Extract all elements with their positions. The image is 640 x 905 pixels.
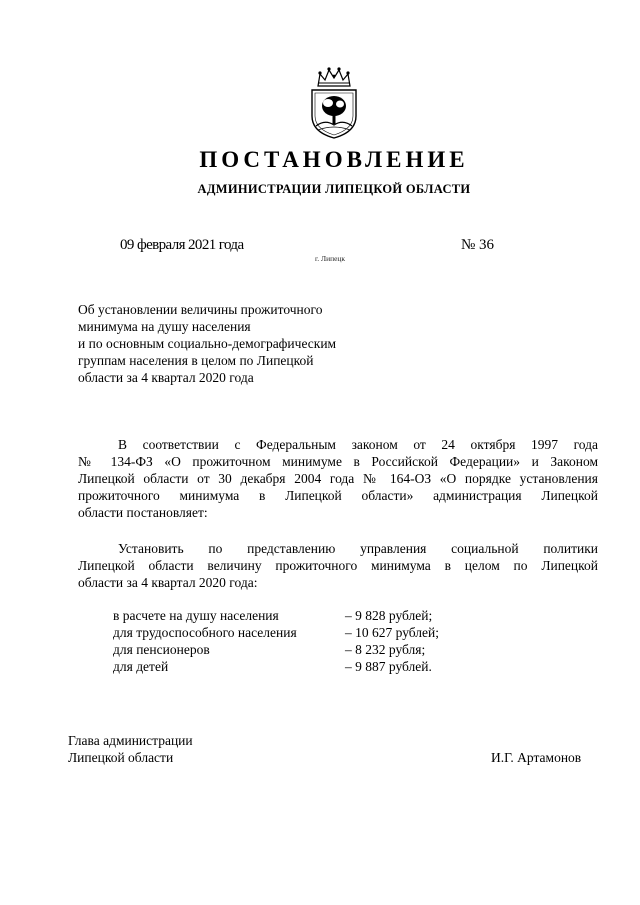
list-item: [113, 624, 439, 641]
subject-line: минимума на душу населения: [78, 319, 251, 334]
position-line: Глава администрации: [68, 733, 193, 748]
position-line: Липецкой области: [68, 750, 174, 765]
paragraph-line: № 134-ФЗ «О прожиточном минимуме в Российской Федерации» и Законом: [78, 454, 598, 469]
amount-value: – 8 232 рубля;: [345, 642, 426, 657]
subject-line: и по основным социально-демографическим: [78, 336, 337, 351]
amount-label: для трудоспособного населения: [113, 625, 297, 640]
paragraph-line: области за 4 квартал 2020 года:: [78, 575, 258, 590]
lipetsk-oblast-coat-of-arms-icon: [306, 66, 362, 140]
amount-value: – 9 887 рублей.: [345, 659, 432, 674]
list-item: [113, 658, 439, 675]
document-city: г. Липецк: [315, 254, 346, 263]
paragraph-line: прожиточного минимума в Липецкой области» администрация Липецкой: [78, 488, 598, 503]
document-number: № 36: [461, 237, 495, 253]
document-date: 09 февраля 2021 года: [120, 237, 244, 253]
subject-line: Об установлении величины прожиточного: [78, 302, 323, 317]
paragraph-line: Установить по представлению управления социальной политики: [118, 541, 598, 556]
document-subject: [78, 301, 408, 386]
amount-label: в расчете на душу населения: [113, 608, 279, 623]
document-subtitle: АДМИНИСТРАЦИИ ЛИПЕЦКОЙ ОБЛАСТИ: [197, 182, 471, 196]
amount-value: – 9 828 рублей;: [345, 608, 433, 623]
signatory-position: [68, 732, 193, 766]
paragraph-line: Липецкой области величину прожиточного минимума в целом по Липецкой: [78, 558, 598, 573]
document-title: ПОСТАНОВЛЕНИЕ: [199, 147, 469, 172]
amount-label: для пенсионеров: [113, 642, 210, 657]
resolution-paragraph: [78, 540, 598, 591]
list-item: [113, 607, 439, 624]
signatory-name: И.Г. Артамонов: [491, 750, 582, 765]
subsistence-amounts-list: [113, 607, 439, 675]
list-item: [113, 641, 439, 658]
paragraph-line: В соответствии с Федеральным законом от 24 октября 1997 года: [118, 437, 598, 452]
subject-line: группам населения в целом по Липецкой: [78, 353, 314, 368]
amount-label: для детей: [113, 659, 169, 674]
subject-line: области за 4 квартал 2020 года: [78, 370, 254, 385]
amount-value: – 10 627 рублей;: [345, 625, 440, 640]
paragraph-line: области постановляет:: [78, 505, 208, 520]
paragraph-line: Липецкой области от 30 декабря 2004 года № 164-ОЗ «О порядке установления: [78, 471, 598, 486]
preamble-paragraph: [78, 436, 598, 521]
